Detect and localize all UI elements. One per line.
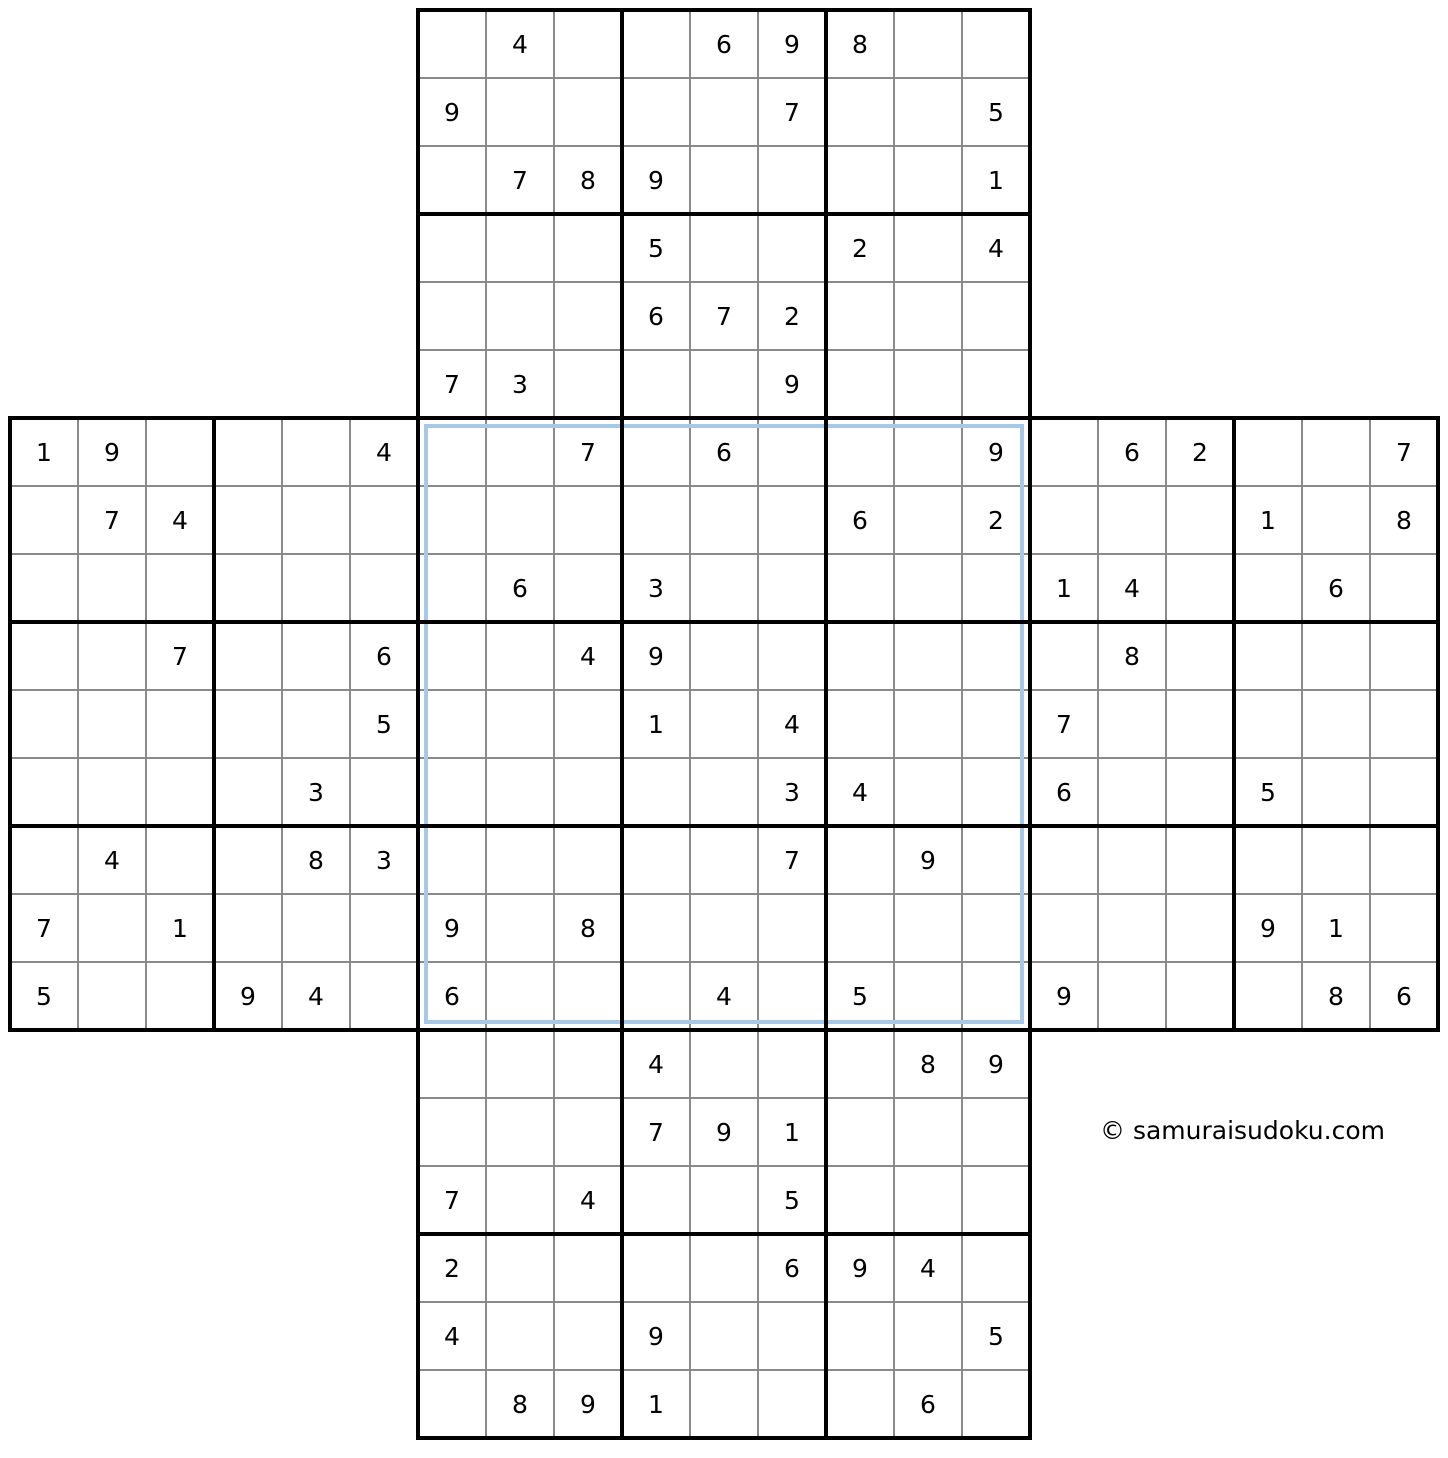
empty-cell[interactable] <box>418 1098 486 1166</box>
empty-cell[interactable] <box>894 1098 962 1166</box>
given-digit-cell: 9 <box>784 29 800 59</box>
empty-cell[interactable] <box>10 486 78 554</box>
empty-cell[interactable] <box>622 78 690 146</box>
empty-cell[interactable] <box>758 962 826 1030</box>
empty-cell[interactable] <box>826 350 894 418</box>
given-digit-cell: 7 <box>784 97 800 127</box>
empty-cell[interactable] <box>894 10 962 78</box>
given-digit-cell: 4 <box>1124 573 1140 603</box>
given-digit-cell: 8 <box>580 165 596 195</box>
given-digit-cell: 6 <box>444 981 460 1011</box>
empty-cell[interactable] <box>554 690 622 758</box>
empty-cell[interactable] <box>758 622 826 690</box>
empty-cell[interactable] <box>622 1234 690 1302</box>
empty-cell[interactable] <box>1234 418 1302 486</box>
empty-cell[interactable] <box>486 282 554 350</box>
empty-cell[interactable] <box>758 554 826 622</box>
empty-cell[interactable] <box>146 758 214 826</box>
empty-cell[interactable] <box>78 554 146 622</box>
empty-cell[interactable] <box>894 78 962 146</box>
empty-cell[interactable] <box>758 1370 826 1438</box>
empty-cell[interactable] <box>1370 690 1438 758</box>
empty-cell[interactable] <box>894 554 962 622</box>
empty-cell[interactable] <box>146 418 214 486</box>
given-digit-cell: 9 <box>648 641 664 671</box>
empty-cell[interactable] <box>622 350 690 418</box>
empty-cell[interactable] <box>758 894 826 962</box>
given-digit-cell: 6 <box>648 301 664 331</box>
empty-cell[interactable] <box>418 10 486 78</box>
empty-cell[interactable] <box>826 622 894 690</box>
empty-cell[interactable] <box>418 146 486 214</box>
given-digit-cell: 6 <box>1056 777 1072 807</box>
empty-cell[interactable] <box>1098 894 1166 962</box>
empty-cell[interactable] <box>282 622 350 690</box>
empty-cell[interactable] <box>894 1302 962 1370</box>
given-digit-cell: 9 <box>988 1049 1004 1079</box>
empty-cell[interactable] <box>10 826 78 894</box>
empty-cell[interactable] <box>826 554 894 622</box>
empty-cell[interactable] <box>78 690 146 758</box>
empty-cell[interactable] <box>486 214 554 282</box>
given-digit-cell: 9 <box>240 981 256 1011</box>
empty-cell[interactable] <box>350 486 418 554</box>
empty-cell[interactable] <box>690 554 758 622</box>
empty-cell[interactable] <box>758 1030 826 1098</box>
empty-cell[interactable] <box>690 1030 758 1098</box>
given-digit-cell: 1 <box>648 709 664 739</box>
empty-cell[interactable] <box>418 690 486 758</box>
empty-cell[interactable] <box>1166 486 1234 554</box>
given-digit-cell: 8 <box>1396 505 1412 535</box>
empty-cell[interactable] <box>1030 622 1098 690</box>
empty-cell[interactable] <box>418 1030 486 1098</box>
empty-cell[interactable] <box>486 826 554 894</box>
empty-cell[interactable] <box>486 1166 554 1234</box>
given-digit-cell: 4 <box>104 845 120 875</box>
given-digit-cell: 8 <box>1124 641 1140 671</box>
given-digit-cell: 1 <box>988 165 1004 195</box>
empty-cell[interactable] <box>826 1166 894 1234</box>
given-digit-cell: 1 <box>1328 913 1344 943</box>
empty-cell[interactable] <box>282 418 350 486</box>
empty-cell[interactable] <box>214 758 282 826</box>
empty-cell[interactable] <box>146 826 214 894</box>
empty-cell[interactable] <box>758 418 826 486</box>
empty-cell[interactable] <box>622 486 690 554</box>
empty-cell[interactable] <box>214 418 282 486</box>
empty-cell[interactable] <box>758 214 826 282</box>
given-digit-cell: 7 <box>784 845 800 875</box>
empty-cell[interactable] <box>214 554 282 622</box>
given-digit-cell: 4 <box>648 1049 664 1079</box>
empty-cell[interactable] <box>1166 554 1234 622</box>
given-digit-cell: 9 <box>920 845 936 875</box>
empty-cell[interactable] <box>758 146 826 214</box>
given-digit-cell: 7 <box>648 1117 664 1147</box>
empty-cell[interactable] <box>622 962 690 1030</box>
empty-cell[interactable] <box>78 758 146 826</box>
empty-cell[interactable] <box>826 418 894 486</box>
empty-cell[interactable] <box>486 486 554 554</box>
empty-cell[interactable] <box>486 962 554 1030</box>
empty-cell[interactable] <box>1166 622 1234 690</box>
given-digit-cell: 4 <box>580 1185 596 1215</box>
given-digit-cell: 5 <box>988 97 1004 127</box>
given-digit-cell: 7 <box>512 165 528 195</box>
given-digit-cell: 1 <box>784 1117 800 1147</box>
empty-cell[interactable] <box>1302 418 1370 486</box>
empty-cell[interactable] <box>1166 894 1234 962</box>
empty-cell[interactable] <box>826 1030 894 1098</box>
empty-cell[interactable] <box>418 282 486 350</box>
empty-cell[interactable] <box>622 826 690 894</box>
empty-cell[interactable] <box>214 690 282 758</box>
empty-cell[interactable] <box>554 214 622 282</box>
empty-cell[interactable] <box>690 758 758 826</box>
empty-cell[interactable] <box>622 894 690 962</box>
empty-cell[interactable] <box>554 78 622 146</box>
empty-cell[interactable] <box>282 486 350 554</box>
empty-cell[interactable] <box>10 758 78 826</box>
given-digit-cell: 4 <box>784 709 800 739</box>
empty-cell[interactable] <box>78 894 146 962</box>
empty-cell[interactable] <box>10 554 78 622</box>
given-digit-cell: 6 <box>1396 981 1412 1011</box>
empty-cell[interactable] <box>894 622 962 690</box>
empty-cell[interactable] <box>962 622 1030 690</box>
empty-cell[interactable] <box>690 78 758 146</box>
empty-cell[interactable] <box>350 758 418 826</box>
given-digit-cell: 6 <box>716 437 732 467</box>
empty-cell[interactable] <box>146 962 214 1030</box>
empty-cell[interactable] <box>1098 758 1166 826</box>
empty-cell[interactable] <box>1234 622 1302 690</box>
empty-cell[interactable] <box>962 1370 1030 1438</box>
empty-cell[interactable] <box>1370 622 1438 690</box>
empty-cell[interactable] <box>282 690 350 758</box>
empty-cell[interactable] <box>554 758 622 826</box>
empty-cell[interactable] <box>894 350 962 418</box>
empty-cell[interactable] <box>214 826 282 894</box>
given-digit-cell: 6 <box>512 573 528 603</box>
empty-cell[interactable] <box>554 826 622 894</box>
empty-cell[interactable] <box>1030 826 1098 894</box>
given-digit-cell: 4 <box>580 641 596 671</box>
given-digit-cell: 9 <box>784 369 800 399</box>
empty-cell[interactable] <box>1098 486 1166 554</box>
empty-cell[interactable] <box>1370 554 1438 622</box>
empty-cell[interactable] <box>486 78 554 146</box>
empty-cell[interactable] <box>1030 894 1098 962</box>
given-digit-cell: 9 <box>716 1117 732 1147</box>
empty-cell[interactable] <box>690 146 758 214</box>
empty-cell[interactable] <box>962 1098 1030 1166</box>
given-digit-cell: 5 <box>36 981 52 1011</box>
empty-cell[interactable] <box>486 894 554 962</box>
empty-cell[interactable] <box>826 826 894 894</box>
empty-cell[interactable] <box>418 1370 486 1438</box>
empty-cell[interactable] <box>418 486 486 554</box>
empty-cell[interactable] <box>962 282 1030 350</box>
given-digit-cell: 7 <box>1056 709 1072 739</box>
empty-cell[interactable] <box>1234 554 1302 622</box>
given-digit-cell: 6 <box>920 1389 936 1419</box>
empty-cell[interactable] <box>758 486 826 554</box>
empty-cell[interactable] <box>894 418 962 486</box>
empty-cell[interactable] <box>962 690 1030 758</box>
empty-cell[interactable] <box>486 1234 554 1302</box>
empty-cell[interactable] <box>486 1098 554 1166</box>
empty-cell[interactable] <box>350 554 418 622</box>
given-digit-cell: 4 <box>512 29 528 59</box>
given-digit-cell: 5 <box>852 981 868 1011</box>
given-digit-cell: 6 <box>784 1253 800 1283</box>
empty-cell[interactable] <box>418 418 486 486</box>
given-digit-cell: 9 <box>444 913 460 943</box>
empty-cell[interactable] <box>1302 486 1370 554</box>
empty-cell[interactable] <box>1166 962 1234 1030</box>
given-digit-cell: 8 <box>920 1049 936 1079</box>
given-digit-cell: 8 <box>852 29 868 59</box>
given-digit-cell: 5 <box>1260 777 1276 807</box>
given-digit-cell: 9 <box>444 97 460 127</box>
empty-cell[interactable] <box>962 350 1030 418</box>
empty-cell[interactable] <box>962 1166 1030 1234</box>
given-digit-cell: 4 <box>376 437 392 467</box>
given-digit-cell: 2 <box>852 233 868 263</box>
empty-cell[interactable] <box>214 622 282 690</box>
given-digit-cell: 8 <box>580 913 596 943</box>
empty-cell[interactable] <box>894 282 962 350</box>
given-digit-cell: 7 <box>1396 437 1412 467</box>
empty-cell[interactable] <box>78 622 146 690</box>
given-digit-cell: 3 <box>648 573 664 603</box>
empty-cell[interactable] <box>214 486 282 554</box>
empty-cell[interactable] <box>486 690 554 758</box>
empty-cell[interactable] <box>486 1030 554 1098</box>
empty-cell[interactable] <box>1370 894 1438 962</box>
given-digit-cell: 4 <box>920 1253 936 1283</box>
empty-cell[interactable] <box>894 214 962 282</box>
empty-cell[interactable] <box>282 554 350 622</box>
empty-cell[interactable] <box>78 962 146 1030</box>
empty-cell[interactable] <box>962 826 1030 894</box>
given-digit-cell: 1 <box>36 437 52 467</box>
empty-cell[interactable] <box>418 554 486 622</box>
empty-cell[interactable] <box>350 894 418 962</box>
given-digit-cell: 1 <box>172 913 188 943</box>
empty-cell[interactable] <box>10 690 78 758</box>
empty-cell[interactable] <box>690 1370 758 1438</box>
empty-cell[interactable] <box>554 962 622 1030</box>
empty-cell[interactable] <box>1302 826 1370 894</box>
empty-cell[interactable] <box>962 10 1030 78</box>
empty-cell[interactable] <box>486 1302 554 1370</box>
empty-cell[interactable] <box>1098 826 1166 894</box>
empty-cell[interactable] <box>1370 826 1438 894</box>
empty-cell[interactable] <box>690 690 758 758</box>
empty-cell[interactable] <box>894 894 962 962</box>
empty-cell[interactable] <box>826 894 894 962</box>
empty-cell[interactable] <box>622 418 690 486</box>
empty-cell[interactable] <box>1030 418 1098 486</box>
empty-cell[interactable] <box>10 622 78 690</box>
given-digit-cell: 9 <box>988 437 1004 467</box>
given-digit-cell: 4 <box>172 505 188 535</box>
empty-cell[interactable] <box>894 146 962 214</box>
given-digit-cell: 8 <box>512 1389 528 1419</box>
empty-cell[interactable] <box>894 690 962 758</box>
empty-cell[interactable] <box>690 486 758 554</box>
empty-cell[interactable] <box>418 758 486 826</box>
empty-cell[interactable] <box>1030 486 1098 554</box>
empty-cell[interactable] <box>962 554 1030 622</box>
empty-cell[interactable] <box>690 826 758 894</box>
copyright-notice: © samuraisudoku.com <box>1100 1116 1385 1145</box>
given-digit-cell: 1 <box>1260 505 1276 535</box>
empty-cell[interactable] <box>690 214 758 282</box>
given-digit-cell: 3 <box>376 845 392 875</box>
given-digit-cell: 9 <box>1260 913 1276 943</box>
empty-cell[interactable] <box>554 1030 622 1098</box>
given-digit-cell: 2 <box>988 505 1004 535</box>
given-digit-cell: 6 <box>1124 437 1140 467</box>
given-digit-cell: 7 <box>172 641 188 671</box>
empty-cell[interactable] <box>962 758 1030 826</box>
given-digit-cell: 4 <box>308 981 324 1011</box>
given-digit-cell: 3 <box>308 777 324 807</box>
given-digit-cell: 9 <box>1056 981 1072 1011</box>
given-digit-cell: 4 <box>716 981 732 1011</box>
given-digit-cell: 4 <box>988 233 1004 263</box>
empty-cell[interactable] <box>826 690 894 758</box>
empty-cell[interactable] <box>418 214 486 282</box>
given-digit-cell: 7 <box>580 437 596 467</box>
empty-cell[interactable] <box>826 78 894 146</box>
empty-cell[interactable] <box>1098 690 1166 758</box>
empty-cell[interactable] <box>690 894 758 962</box>
given-digit-cell: 6 <box>376 641 392 671</box>
empty-cell[interactable] <box>146 554 214 622</box>
empty-cell[interactable] <box>1166 826 1234 894</box>
given-digit-cell: 8 <box>1328 981 1344 1011</box>
empty-cell[interactable] <box>622 758 690 826</box>
empty-cell[interactable] <box>418 826 486 894</box>
empty-cell[interactable] <box>554 10 622 78</box>
given-digit-cell: 9 <box>104 437 120 467</box>
empty-cell[interactable] <box>690 622 758 690</box>
empty-cell[interactable] <box>690 1302 758 1370</box>
empty-cell[interactable] <box>554 1098 622 1166</box>
given-digit-cell: 7 <box>444 369 460 399</box>
empty-cell[interactable] <box>894 758 962 826</box>
given-digit-cell: 9 <box>580 1389 596 1419</box>
empty-cell[interactable] <box>486 622 554 690</box>
empty-cell[interactable] <box>622 1166 690 1234</box>
empty-cell[interactable] <box>1098 962 1166 1030</box>
empty-cell[interactable] <box>826 1370 894 1438</box>
empty-cell[interactable] <box>1166 758 1234 826</box>
empty-cell[interactable] <box>690 350 758 418</box>
given-digit-cell: 6 <box>852 505 868 535</box>
empty-cell[interactable] <box>962 894 1030 962</box>
empty-cell[interactable] <box>1302 622 1370 690</box>
given-digit-cell: 7 <box>444 1185 460 1215</box>
given-digit-cell: 6 <box>1328 573 1344 603</box>
empty-cell[interactable] <box>1166 690 1234 758</box>
empty-cell[interactable] <box>214 894 282 962</box>
given-digit-cell: 3 <box>512 369 528 399</box>
empty-cell[interactable] <box>826 146 894 214</box>
given-digit-cell: 4 <box>852 777 868 807</box>
given-digit-cell: 5 <box>648 233 664 263</box>
empty-cell[interactable] <box>554 1302 622 1370</box>
empty-cell[interactable] <box>554 554 622 622</box>
empty-cell[interactable] <box>962 1234 1030 1302</box>
empty-cell[interactable] <box>690 1234 758 1302</box>
given-digit-cell: 6 <box>716 29 732 59</box>
given-digit-cell: 3 <box>784 777 800 807</box>
empty-cell[interactable] <box>826 1098 894 1166</box>
given-digit-cell: 9 <box>648 165 664 195</box>
empty-cell[interactable] <box>486 758 554 826</box>
empty-cell[interactable] <box>554 350 622 418</box>
empty-cell[interactable] <box>962 962 1030 1030</box>
given-digit-cell: 8 <box>308 845 324 875</box>
empty-cell[interactable] <box>554 486 622 554</box>
given-digit-cell: 7 <box>104 505 120 535</box>
given-digit-cell: 2 <box>784 301 800 331</box>
empty-cell[interactable] <box>894 486 962 554</box>
empty-cell[interactable] <box>1302 758 1370 826</box>
empty-cell[interactable] <box>1370 758 1438 826</box>
given-digit-cell: 2 <box>1192 437 1208 467</box>
given-digit-cell: 5 <box>988 1321 1004 1351</box>
given-digit-cell: 5 <box>376 709 392 739</box>
empty-cell[interactable] <box>894 962 962 1030</box>
empty-cell[interactable] <box>1234 690 1302 758</box>
empty-cell[interactable] <box>1234 962 1302 1030</box>
given-digit-cell: 1 <box>1056 573 1072 603</box>
given-digit-cell: 1 <box>648 1389 664 1419</box>
given-digit-cell: 4 <box>444 1321 460 1351</box>
empty-cell[interactable] <box>690 1166 758 1234</box>
given-digit-cell: 9 <box>648 1321 664 1351</box>
empty-cell[interactable] <box>1302 690 1370 758</box>
empty-cell[interactable] <box>894 1166 962 1234</box>
empty-cell[interactable] <box>554 1234 622 1302</box>
given-digit-cell: 2 <box>444 1253 460 1283</box>
given-digit-cell: 7 <box>716 301 732 331</box>
given-digit-cell: 9 <box>852 1253 868 1283</box>
empty-cell[interactable] <box>146 690 214 758</box>
empty-cell[interactable] <box>486 418 554 486</box>
empty-cell[interactable] <box>350 962 418 1030</box>
given-digit-cell: 5 <box>784 1185 800 1215</box>
given-digit-cell: 7 <box>36 913 52 943</box>
empty-cell[interactable] <box>622 10 690 78</box>
empty-cell[interactable] <box>1234 826 1302 894</box>
empty-cell[interactable] <box>282 894 350 962</box>
empty-cell[interactable] <box>554 282 622 350</box>
empty-cell[interactable] <box>826 1302 894 1370</box>
empty-cell[interactable] <box>418 622 486 690</box>
empty-cell[interactable] <box>758 1302 826 1370</box>
empty-cell[interactable] <box>826 282 894 350</box>
